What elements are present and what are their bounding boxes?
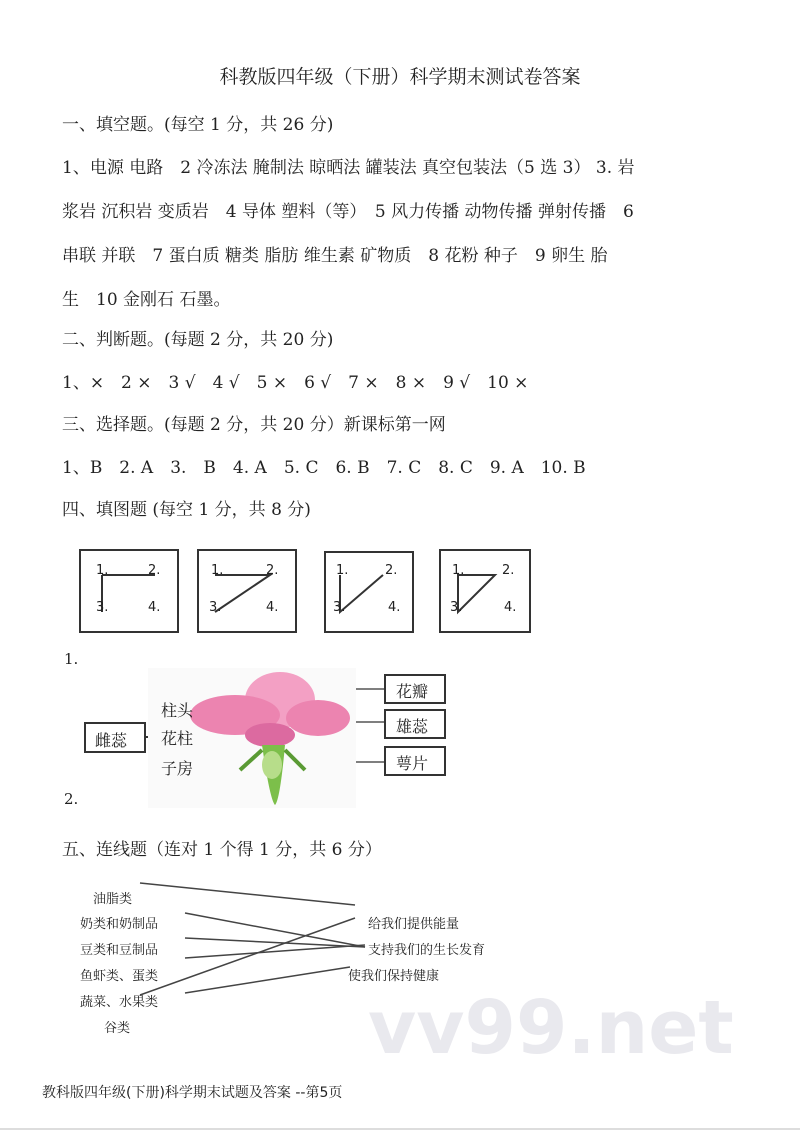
fill-answer-line: 串联 并联 7 蛋白质 糖类 脂肪 维生素 矿物质 8 花粉 种子 9 卵生 胎 — [62, 246, 608, 266]
food-item: 奶类和奶制品 — [80, 917, 159, 932]
box-label: 1. — [211, 563, 224, 578]
box-label: 3. — [450, 600, 463, 615]
box-label: 4. — [504, 600, 517, 615]
style-label: 花柱 — [161, 729, 194, 748]
fill-answer-line: 1、电源 电路 2 冷冻法 腌制法 晾晒法 罐装法 真空包装法（5 选 3） 3. 岩 — [62, 158, 635, 178]
question-number: 1. — [64, 650, 79, 668]
box-label: 1. — [96, 563, 109, 578]
function-item: 给我们提供能量 — [368, 917, 460, 932]
box-label: 4. — [148, 600, 161, 615]
function-item: 支持我们的生长发育 — [368, 943, 486, 958]
box-label: 1. — [452, 563, 465, 578]
food-item: 谷类 — [104, 1021, 131, 1036]
pistil-label: 雌蕊 — [95, 731, 128, 750]
box-label: 3. — [333, 600, 346, 615]
food-item: 豆类和豆制品 — [80, 943, 159, 958]
food-item: 油脂类 — [93, 892, 133, 907]
section-5-heading: 五、连线题（连对 1 个得 1 分，共 6 分） — [62, 840, 382, 860]
section-3-heading: 三、选择题。(每题 2 分，共 20 分）新课标第一网 — [62, 415, 446, 435]
question-number: 2. — [64, 790, 79, 808]
page-footer: 教科版四年级(下册)科学期末试题及答案 --第5页 — [42, 1085, 343, 1101]
box-label: 2. — [266, 563, 279, 578]
box-label: 4. — [266, 600, 279, 615]
stigma-label: 柱头 — [161, 701, 194, 720]
page-title: 科教版四年级（下册）科学期末测试卷答案 — [219, 66, 581, 88]
function-item: 使我们保持健康 — [348, 969, 440, 984]
watermark: vv99.net — [368, 985, 734, 1071]
section-4-heading: 四、填图题 (每空 1 分，共 8 分) — [62, 500, 311, 520]
box-label: 4. — [388, 600, 401, 615]
ovary-label: 子房 — [161, 759, 194, 778]
food-item: 鱼虾类、蛋类 — [80, 969, 159, 984]
section-1-heading: 一、填空题。(每空 1 分，共 26 分) — [62, 115, 334, 135]
stamen-label: 雄蕊 — [396, 717, 429, 736]
section-2-heading: 二、判断题。(每题 2 分，共 20 分) — [62, 330, 334, 350]
choice-answers: 1、B 2. A 3. B 4. A 5. C 6. B 7. C 8. C 9. A 10. B — [62, 458, 586, 478]
box-label: 3. — [209, 600, 222, 615]
petal-label: 花瓣 — [396, 682, 429, 701]
page-divider — [0, 1128, 800, 1130]
box-label: 2. — [148, 563, 161, 578]
judge-answers: 1、× 2 × 3 √ 4 √ 5 × 6 √ 7 × 8 × 9 √ 10 × — [62, 373, 529, 393]
fill-answer-line: 生 10 金刚石 石墨。 — [62, 290, 231, 310]
fill-answer-line: 浆岩 沉积岩 变质岩 4 导体 塑料（等） 5 风力传播 动物传播 弹射传播 6 — [62, 202, 634, 222]
box-label: 3. — [96, 600, 109, 615]
sepal-label: 萼片 — [396, 754, 429, 773]
food-item: 蔬菜、水果类 — [80, 995, 159, 1010]
box-label: 2. — [502, 563, 515, 578]
box-label: 1. — [336, 563, 349, 578]
box-label: 2. — [385, 563, 398, 578]
